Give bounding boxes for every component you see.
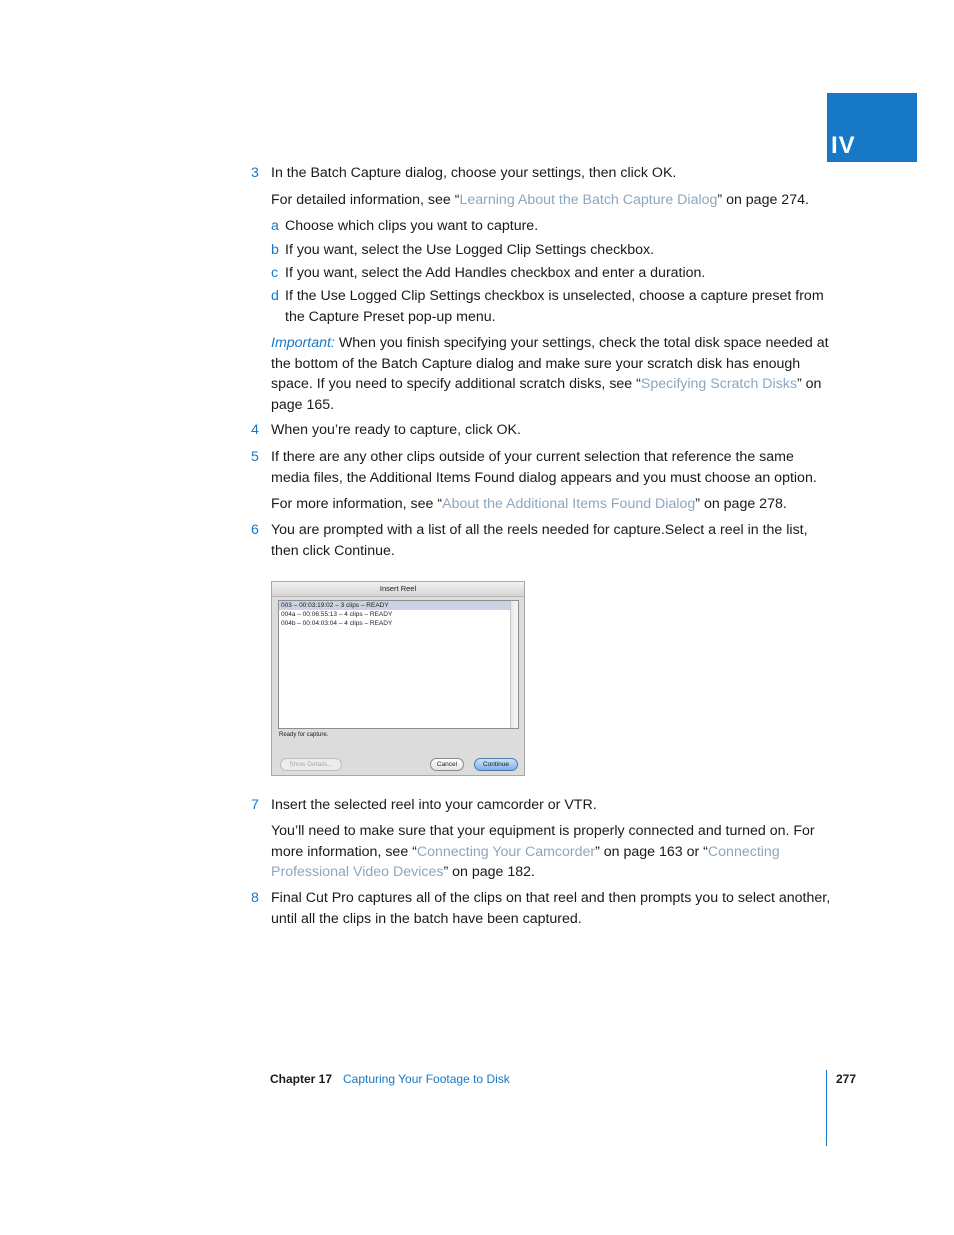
part-tab-label: IV: [831, 132, 856, 159]
step-7-info-mid: ” on page 163 or “: [595, 843, 708, 860]
reel-list-scrollbar[interactable]: [510, 601, 518, 728]
substep-d-letter: d: [271, 288, 279, 304]
step-7-number: 7: [251, 797, 259, 813]
important-label: Important:: [271, 335, 335, 351]
scratch-disks-link[interactable]: Specifying Scratch Disks: [640, 376, 797, 392]
step-3-info-pre: For detailed information, see “: [271, 192, 460, 208]
substep-b-text: If you want, select the Use Logged Clip Settings checkbox.: [285, 242, 655, 258]
additional-items-link[interactable]: About the Additional Items Found Dialog: [442, 496, 696, 512]
step-5-info-pre: For more information, see “: [271, 496, 443, 512]
part-tab: [827, 93, 917, 162]
step-7-info-post: ” on page 182.: [443, 864, 535, 880]
substep-a-text: Choose which clips you want to capture.: [285, 218, 539, 234]
step-5-info: [271, 494, 831, 515]
important-text: When you finish specifying your settings, check the total disk space needed at the bottom of the Batch Capture dialog and make sure your scratch disk has enough space. If you need to specify additional scratch disks, see “: [271, 335, 829, 392]
reel-item[interactable]: 004a – 00:06:55:13 – 4 clips – READY: [281, 611, 393, 618]
substep-c-text: If you want, select the Add Handles checkbox and enter a duration.: [285, 265, 706, 281]
step-7-info: [271, 821, 831, 883]
dialog-title: Insert Reel: [272, 582, 524, 597]
step-5-info-post: ” on page 278.: [695, 496, 787, 512]
footer-divider: [826, 1070, 827, 1146]
reel-list[interactable]: [278, 600, 519, 729]
substep-b-letter: b: [271, 242, 279, 258]
step-6-number: 6: [251, 522, 259, 538]
step-3-info-post: ” on page 274.: [717, 192, 809, 208]
important-note: [271, 333, 831, 415]
cancel-button[interactable]: Cancel: [430, 758, 464, 771]
camcorder-link[interactable]: Connecting Your Camcorder: [416, 843, 596, 860]
step-3-info: [271, 190, 831, 211]
step-4-text: When you’re ready to capture, click OK.: [271, 422, 521, 438]
substep-c-letter: c: [271, 265, 279, 281]
step-8-number: 8: [251, 890, 259, 906]
video-devices-link[interactable]: Connecting Professional Video Devices: [271, 843, 780, 880]
step-5-text: If there are any other clips outside of your current selection that reference the same media files, the Additional Items Found dialog appears and you must choose an option.: [271, 449, 817, 486]
step-6-text: You are prompted with a list of all the reels needed for capture.Select a reel in the list, then click Continue.: [271, 522, 808, 559]
reel-item[interactable]: 004b – 00:04:03:04 – 4 clips – READY: [281, 620, 393, 627]
insert-reel-dialog: [271, 581, 525, 776]
reel-item[interactable]: 003 – 00:03:19:02 – 3 clips – READY: [279, 601, 518, 610]
step-4-number: 4: [251, 422, 259, 438]
footer-chapter: Chapter 17: [270, 1072, 333, 1086]
substep-d-text: If the Use Logged Clip Settings checkbox is unselected, choose a capture preset from the Capture Preset pop-up menu.: [285, 288, 824, 325]
batch-capture-dialog-link[interactable]: Learning About the Batch Capture Dialog: [459, 192, 718, 208]
show-details-button[interactable]: Show Details...: [280, 758, 342, 771]
footer-chapter-title[interactable]: Capturing Your Footage to Disk: [343, 1072, 510, 1086]
substep-a-letter: a: [271, 218, 279, 234]
continue-button[interactable]: Continue: [474, 758, 518, 771]
step-7-info-pre: You’ll need to make sure that your equipment is properly connected and turned on. For more information, see “: [271, 823, 815, 860]
page-number: 277: [836, 1072, 857, 1086]
important-post: ” on page 165.: [271, 376, 822, 413]
step-3-text: In the Batch Capture dialog, choose your settings, then click OK.: [271, 165, 677, 181]
step-5-number: 5: [251, 449, 259, 465]
step-8-text: Final Cut Pro captures all of the clips on that reel and then prompts you to select another, until all the clips in the batch have been captured.: [271, 890, 831, 927]
status-text: Ready for capture.: [279, 732, 329, 738]
step-7-text: Insert the selected reel into your camcorder or VTR.: [271, 797, 597, 813]
step-3-number: 3: [251, 165, 259, 181]
